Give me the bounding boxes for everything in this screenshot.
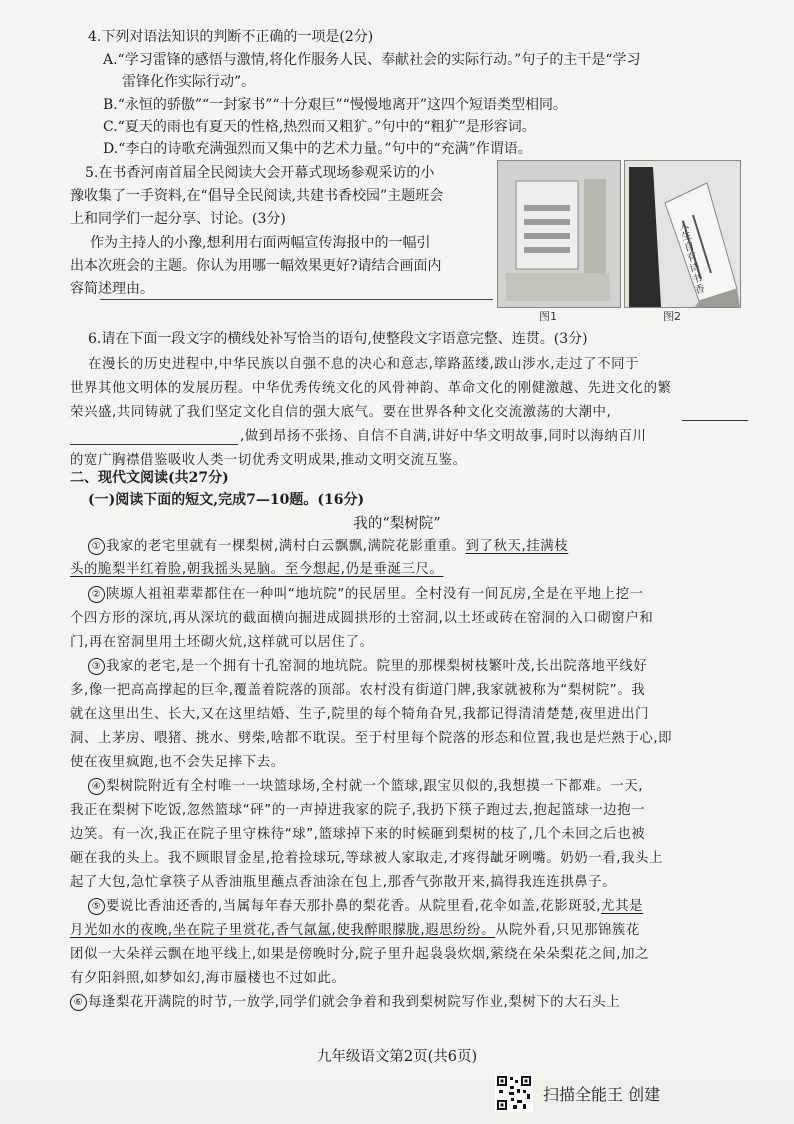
article-p4-line-3: 边笑。有一次,我正在院子里守株待“球”,篮球掉下来的时候砸到梨树的枝了,几个未回之后也被	[70, 827, 646, 842]
p3-text-a: 我家的老宅,是一个拥有十孔窑洞的地坑院。院里的那棵梨树枝繁叶茂,长出院落地平线好	[106, 659, 648, 674]
article-p3-line-1	[88, 656, 773, 677]
q5-line-1: 5.在书香河南首届全民阅读大会开幕式现场参观采访的小	[85, 165, 435, 181]
p4-text-a: 梨树院附近有全村唯一一块篮球场,全村就一个篮球,跟宝贝似的,我想摸一下都难。一天,	[106, 779, 644, 794]
q6-passage-line-3: 荣兴盛,共同铸就了我们坚定文化自信的强大底气。要在世界各种文化交流激荡的大潮中,	[70, 405, 612, 420]
poster-2-slogan: 人生自有诗书香	[677, 219, 707, 297]
q4-option-c: C.“夏天的雨也有夏天的性格,热烈而又粗犷。”句中的“粗犷”是形容词。	[103, 119, 536, 135]
section-2-heading: 二、现代文阅读(共27分)	[70, 470, 229, 486]
q5-line-6: 容简述理由。	[70, 281, 154, 297]
q4-option-d: D.“李白的诗歌充满强烈而又集中的艺术力量。”句中的“充满”作谓语。	[103, 141, 532, 157]
p5-text-a: 要说比香油还香的,当属每年春天那扑鼻的梨花香。从院里看,花伞如盖,花影斑驳,	[106, 899, 602, 914]
q5-line-5: 出本次班会的主题。你认为用哪一幅效果更好?请结合画面内	[70, 258, 442, 274]
q5-line-2: 豫收集了一手资料,在“倡导全民阅读,共建书香校园”主题班会	[70, 188, 444, 204]
watermark-text: 扫描全能王 创建	[543, 1084, 661, 1104]
q6-passage-line-5: 的宽广胸襟借鉴吸收人类一切优秀文明成果,推动文明交流互鉴。	[70, 453, 467, 468]
para-mark-3: ③	[88, 658, 105, 675]
para-mark-1: ①	[88, 538, 105, 555]
q5-line-3: 上和同学们一起分享、讨论。(3分)	[70, 211, 286, 227]
q4-option-a: A.“学习雷锋的感悟与激情,将化作服务人民、奉献社会的实际行动。”句子的主干是“学习	[103, 52, 641, 68]
q5-line-4: 作为主持人的小豫,想利用右面两幅宣传海报中的一幅引	[90, 235, 431, 251]
article-p4-line-2: 我正在梨树下吃饭,忽然篮球“砰”的一声掉进我家的院子,我扔下筷子跑过去,抱起篮球一边抱一	[70, 803, 646, 818]
q4-option-a-cont: 雷锋化作实际行动”。	[122, 74, 256, 90]
article-p4-line-4: 砸在我的头上。我不顾眼冒金星,抢着捡球玩,等球被人家取走,才疼得龇牙咧嘴。奶奶一看,我头上	[70, 851, 664, 866]
q4-stem: 4.下列对语法知识的判断不正确的一项是(2分)	[88, 29, 374, 45]
para-mark-4: ④	[88, 778, 105, 795]
article-p4-line-1	[88, 776, 773, 797]
scanner-watermark	[495, 1073, 660, 1113]
article-p5-line-2	[70, 920, 755, 941]
article-p6-line-1	[70, 992, 755, 1013]
article-p3-line-3: 就在这里出生、长大,又在这里结婚、生子,院里的每个犄角旮旯,我都记得清清楚楚,夜里进出门	[70, 707, 650, 722]
article-p3-line-4: 洞、上茅房、喂猪、挑水、劈柴,啥都不耽误。至于村里每个院落的形态和位置,我也是烂熟于心,即	[70, 731, 673, 746]
q6-blank-part-2[interactable]	[70, 444, 238, 445]
article-p1-line-2: 头的脆梨半红着脸,朝我摇头晃脑。至今想起,仍是垂涎三尺。	[70, 562, 444, 577]
article-title: 我的“梨树院”	[353, 516, 441, 532]
article-p5-line-3: 团似一大朵祥云飘在地平线上,如果是傍晚时分,院子里升起袅袅炊烟,萦绕在朵朵梨花之间,加之	[70, 947, 650, 962]
q6-passage-line-1: 在漫长的历史进程中,中华民族以自强不息的决心和意志,筚路蓝缕,跋山涉水,走过了不同于	[88, 357, 640, 372]
article-p2-line-1	[88, 584, 773, 605]
p6-text-a: 每逢梨花开满院的时节,一放学,同学们就会争着和我到梨树院写作业,梨树下的大石头上	[88, 995, 621, 1010]
article-p2-line-2: 个四方形的深坑,再从深坑的截面横向掘进成圆拱形的土窑洞,以土坯或砖在窑洞的入口砌窗户和	[70, 611, 654, 626]
figure-1-caption: 图1	[539, 310, 557, 323]
para-mark-5: ⑤	[88, 898, 105, 915]
p2-text-a: 陕塬人祖祖辈辈都住在一种叫“地坑院”的民居里。全村没有一间瓦房,全是在平地上挖一	[106, 587, 644, 602]
article-p3-line-2: 多,像一把高高撑起的巨伞,覆盖着院落的顶部。农村没有街道门牌,我家就被称为“梨树院”。我	[70, 683, 646, 698]
article-p5-line-4: 有夕阳斜照,如梦如幻,海市蜃楼也不过如此。	[70, 971, 346, 986]
poster-1-illustration	[498, 161, 620, 307]
section-2-subheading: (一)阅读下面的短文,完成7—10题。(16分)	[88, 492, 365, 508]
article-p1-line-1	[88, 536, 773, 557]
q6-passage-line-4: ,做到昂扬不张扬、自信不自满,讲好中华文明故事,同时以海纳百川	[240, 429, 647, 444]
page-footer: 九年级语文第2页(共6页)	[316, 1049, 478, 1065]
article-p4-line-5: 起了大包,急忙拿筷子从香油瓶里蘸点香油涂在包上,那香气弥散开来,搞得我连连拱鼻子。	[70, 875, 617, 890]
para-mark-6: ⑥	[70, 994, 87, 1011]
q6-blank-part-1[interactable]	[682, 420, 748, 421]
p5-underlined-b: 月光如水的夜晚,坐在院子里赏花,香气氤氲,使我醉眼朦胧,遐思纷纷。	[70, 923, 496, 938]
article-p3-line-5: 使在夜里疯跑,也不会失足摔下去。	[70, 755, 285, 770]
article-p5-line-1	[88, 896, 773, 917]
figure-2-caption: 图2	[663, 310, 681, 323]
p1-underlined-a: 到了秋天,挂满枝	[465, 539, 569, 554]
q6-stem: 6.请在下面一段文字的横线处补写恰当的语句,使整段文字语意完整、连贯。(3分)	[88, 331, 588, 347]
poster-figure-1	[497, 160, 621, 308]
p5-text-b: 从院外看,只见那锦簇花	[495, 923, 640, 938]
para-mark-2: ②	[88, 586, 105, 603]
q4-option-b: B.“永恒的骄傲”“一封家书”“十分艰巨”“慢慢地离开”这四个短语类型相同。	[103, 97, 567, 113]
q5-answer-line-1[interactable]	[100, 299, 493, 300]
article-p2-line-3: 门,再在窑洞里用土坯砌火炕,这样就可以居住了。	[70, 635, 374, 650]
poster-figure-2	[624, 160, 741, 308]
p5-underlined-a: 尤其是	[601, 899, 644, 914]
qr-code-icon	[495, 1074, 533, 1112]
p1-text-a: 我家的老宅里就有一棵梨树,满村白云飘飘,满院花影重重。	[106, 539, 466, 554]
q6-passage-line-2: 世界其他文明体的发展历程。中华优秀传统文化的风骨神韵、革命文化的刚健激越、先进文化的繁	[70, 381, 672, 396]
